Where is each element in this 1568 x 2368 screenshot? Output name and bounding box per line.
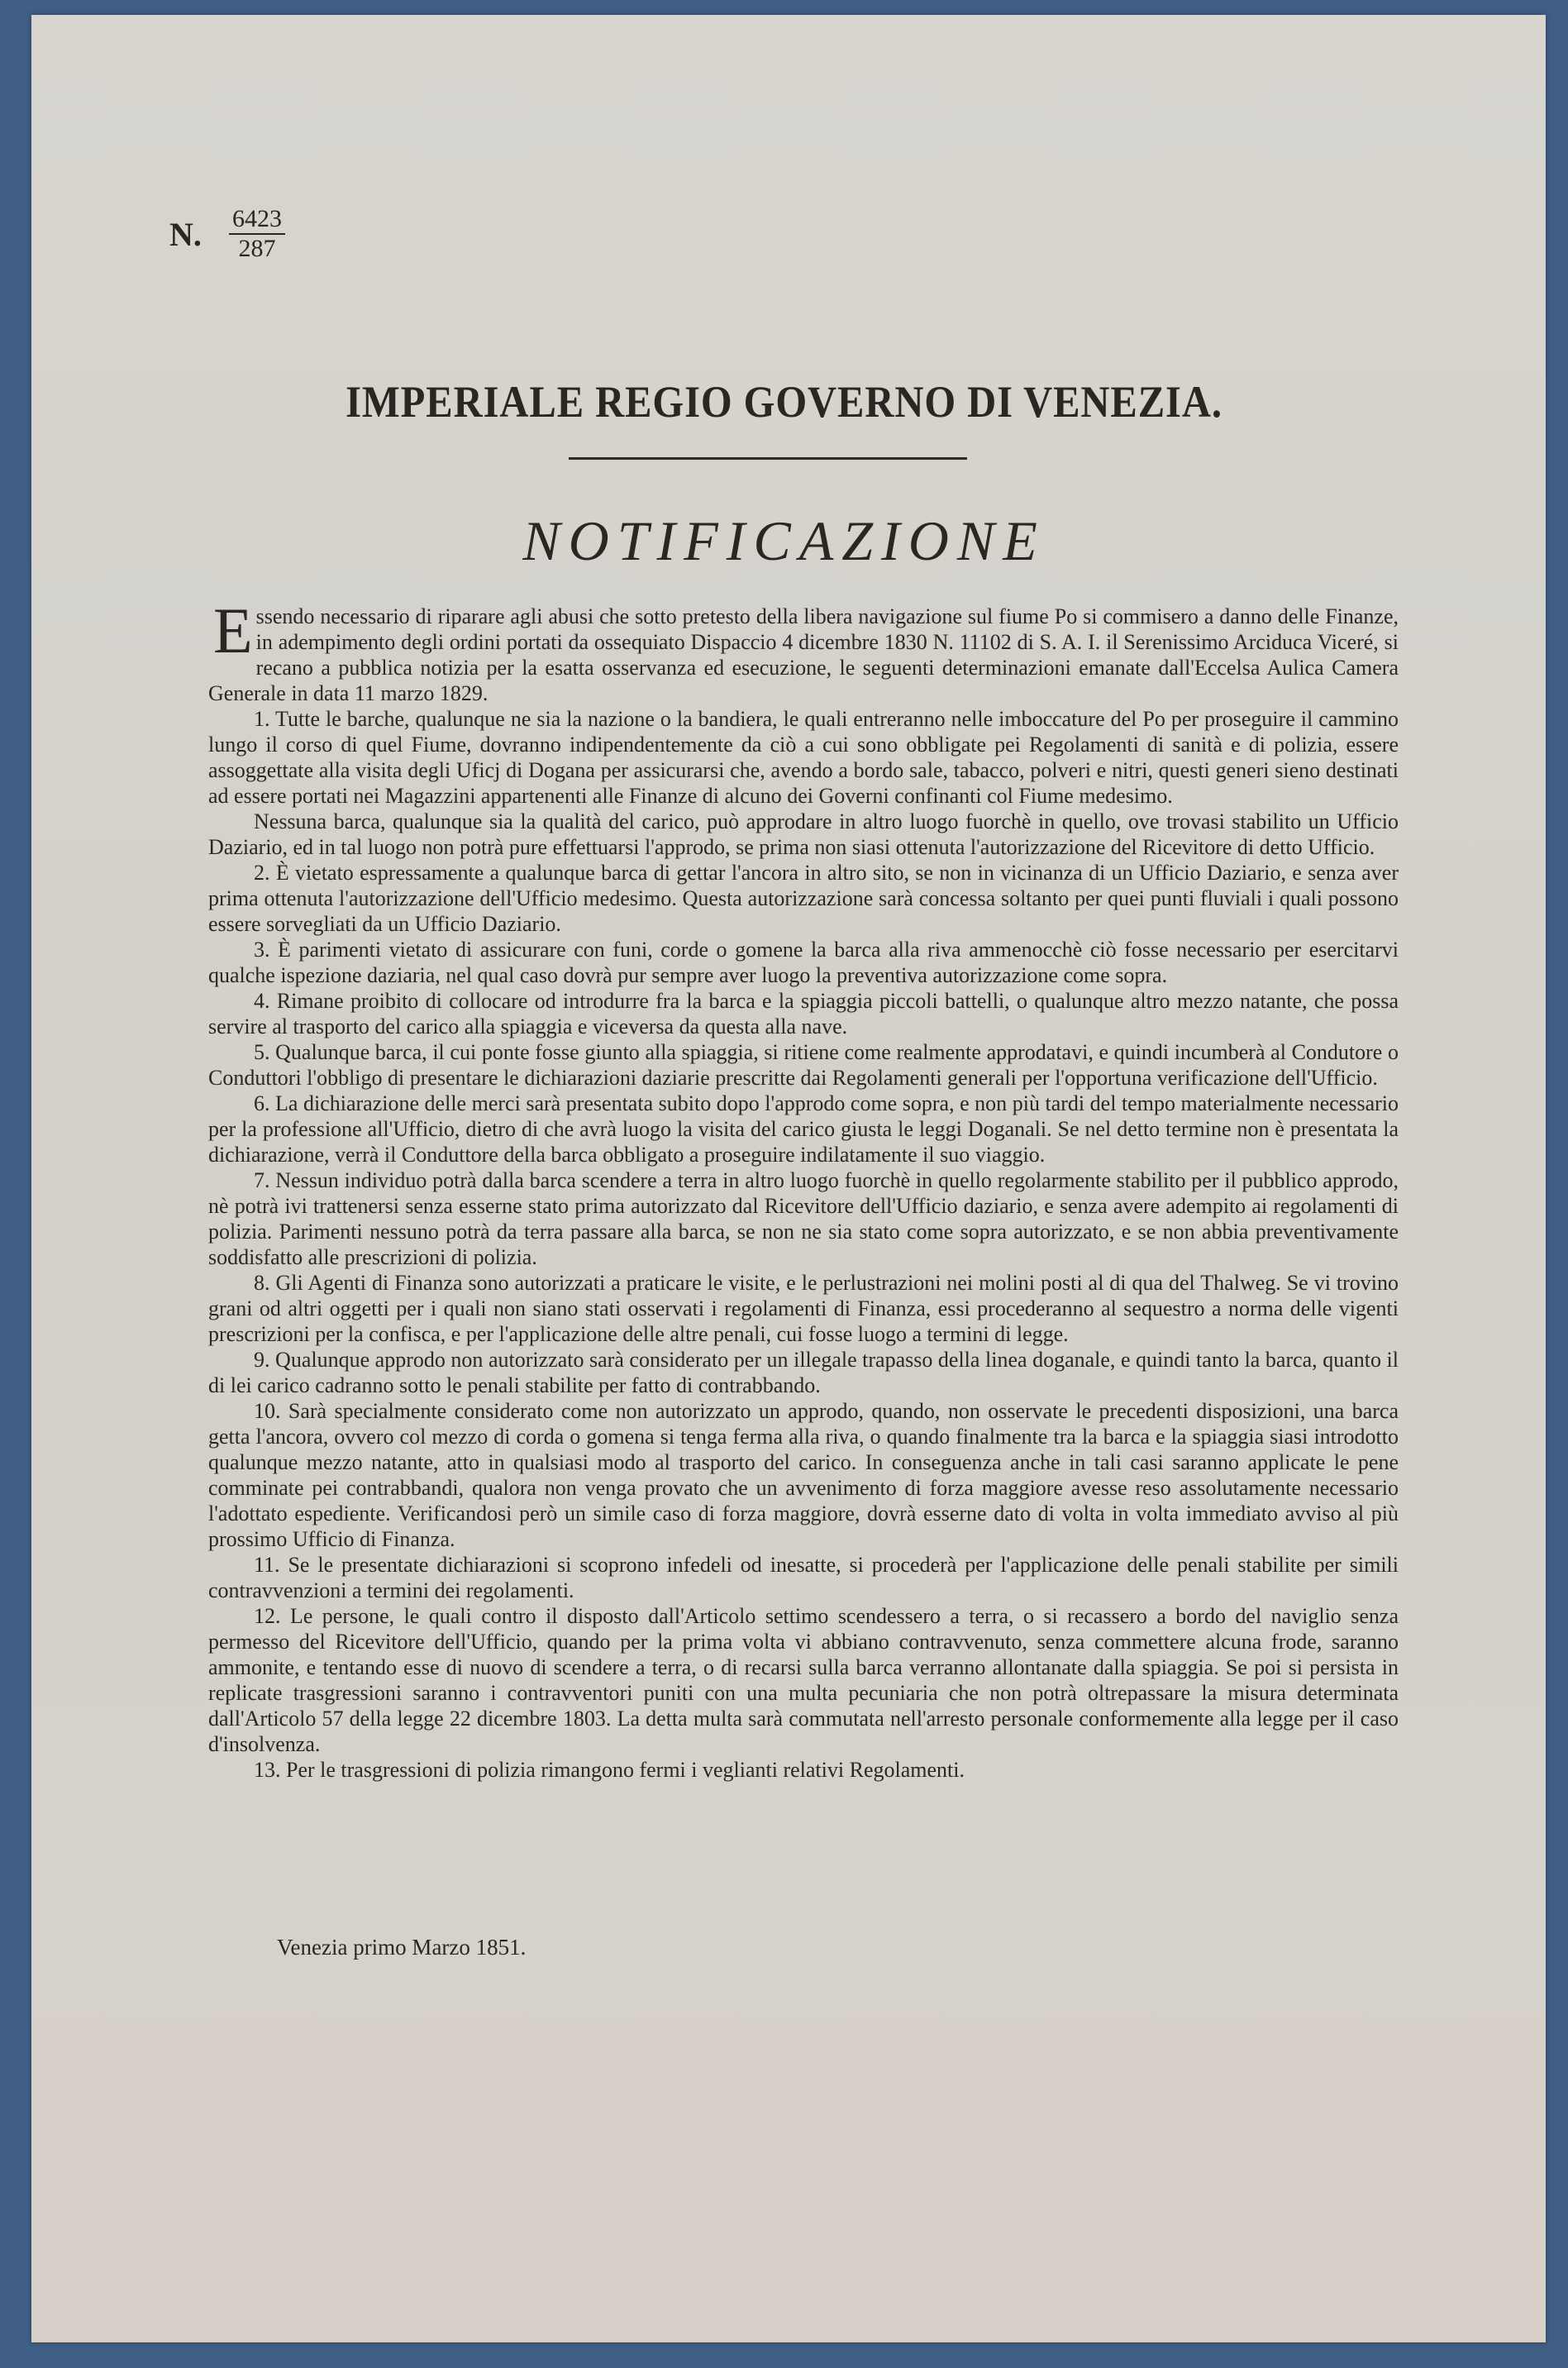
document-heading: NOTIFICAZIONE [522, 509, 1046, 572]
article-5: 5. Qualunque barca, il cui ponte fosse giunto alla spiaggia, si ritiene come realmente approdatavi, e quindi incumberà al Condutore o Conduttori l'obbligo di presentare le dichiarazioni daziarie prescritte dai Regolamenti generali per l'opportuna verificazione dell'Ufficio. [208, 1040, 1399, 1090]
number-bottom: 287 [238, 235, 276, 262]
article-12: 12. Le persone, le quali contro il disposto dall'Articolo settimo scendessero a terra, o si recassero a bordo del naviglio senza permesso del Ricevitore dell'Ufficio, quando per la prima volta vi abbiano contravvenuto, senza commettere alcuna frode, saranno ammonite, e tentando esse di nuovo di scendere a terra, o di recarsi sulla barca verranno allontanate dalla spiaggia. Se poi si persista in replicate trasgressioni saranno i contravventori puniti con una multa pecuniaria che non potrà oltrepassare la misura determinata dall'Articolo 57 della legge 22 dicembre 1803. La detta multa sarà commutata nell'arresto personale conformemente alla legge per il caso d'insolvenza. [208, 1604, 1399, 1756]
article-1: 1. Tutte le barche, qualunque ne sia la nazione o la bandiera, le quali entreranno nelle imboccature del Po per proseguire il cammino lungo il corso di quel Fiume, dovranno indipendentemente da ciò a cui sono obbligate pei Regolamenti di sanità e di polizia, essere assoggettate alla visita degli Uficj di Dogana per assicurarsi che, avendo a bordo sale, tabacco, polveri e nitri, questi generi sieno destinati ad essere portati nei Magazzini appartenenti alle Finanze di alcuno dei Governi confinanti col Fiume medesimo. [208, 707, 1399, 808]
protocol-number [169, 205, 282, 262]
article-7: 7. Nessun individuo potrà dalla barca scendere a terra in altro luogo fuorchè in quello regolarmente stabilito per il pubblico approdo, nè potrà ivi trattenersi senza esserne stato prima autorizzato dal Ricevitore dell'Ufficio daziario, e senza avere adempito ai regolamenti di polizia. Parimenti nessuno potrà da terra passare alla barca, se non ne sia stato come sopra autorizzato, e se non abbia preventivamente soddisfatto alle prescrizioni di polizia. [208, 1168, 1399, 1269]
number-label: N. [169, 216, 202, 253]
drop-cap: E [213, 594, 253, 666]
article-10: 10. Sarà specialmente considerato come non autorizzato un approdo, quando, non osservate le precedenti disposizioni, una barca getta l'ancora, ovvero col mezzo di corda o gomena si tenga ferma alla riva, o quando finalmente tra la barca e la spiaggia siasi introdotto qualunque mezzo natante, atto in qualsiasi modo al trasporto del carico. In conseguenza anche in tali casi saranno applicate le pene comminate pei contrabbandi, qualora non venga provato che un avvenimento di forza maggiore avesse reso assolutamente necessario l'adottato espediente. Verificandosi però un simile caso di forza maggiore, dovrà esserne dato di volta in volta immediato avviso al più prossimo Ufficio di Finanza. [208, 1399, 1399, 1551]
intro-paragraph [208, 594, 1399, 706]
intro-text: ssendo necessario di riparare agli abusi che sotto pretesto della libera navigazione sul fiume Po si commisero a danno delle Finanze, in adempimento degli ordini portati da ossequiato Dispaccio 4 dicembre 1830 N. 11102 di S. A. I. il Serenissimo Arciduca Viceré, si recano a pubblica notizia per la esatta osservanza ed esecuzione, le seguenti determinazioni emanate dall'Eccelsa Aulica Camera Generale in data 11 marzo 1829. [208, 604, 1399, 705]
article-1-addendum: Nessuna barca, qualunque sia la qualità del carico, può approdare in altro luogo fuorchè in quello, ove trovasi stabilito un Ufficio Daziario, ed in tal luogo non potrà pure effettuarsi l'approdo, se prima non siasi ottenuta l'autorizzazione del Ricevitore di detto Ufficio. [208, 809, 1399, 859]
article-4: 4. Rimane proibito di collocare od introdurre fra la barca e la spiaggia piccoli battelli, o qualunque altro mezzo natante, che possa servire al trasporto del carico alla spiaggia e viceversa da questa alla nave. [208, 989, 1399, 1038]
article-3: 3. È parimenti vietato di assicurare con funi, corde o gomene la barca alla riva ammenocchè ciò fosse necessario per esercitarvi qualche ispezione daziaria, nel qual caso dovrà pur sempre aver luogo la preventiva autorizzazione come sopra. [208, 938, 1399, 987]
number-fraction [229, 205, 285, 263]
article-13: 13. Per le trasgressioni di polizia rimangono fermi i veglianti relativi Regolamenti. [254, 1758, 965, 1782]
document-title: IMPERIALE REGIO GOVERNO DI VENEZIA. [346, 377, 1222, 427]
title-divider [569, 457, 967, 460]
document-body [208, 594, 1399, 1783]
article-8: 8. Gli Agenti di Finanza sono autorizzati a praticare le visite, e le perlustrazioni nei molini posti al di qua del Thalweg. Se vi trovino grani od altri oggetti per i quali non siano stati osservati i regolamenti di Finanza, essi procederanno al sequestro a norma delle vigenti prescrizioni per la confisca, e per l'applicazione delle altre penali, cui fosse luogo a termini di legge. [208, 1271, 1399, 1346]
article-2: 2. È vietato espressamente a qualunque barca di gettar l'ancora in altro sito, se non in vicinanza di un Ufficio Daziario, e senza aver prima ottenuta l'autorizzazione dell'Ufficio medesimo. Questa autorizzazione sarà concessa soltanto per quei punti fluviali i quali possono essere sorvegliati da un Ufficio Daziario. [208, 861, 1399, 936]
number-top: 6423 [229, 205, 285, 235]
article-9: 9. Qualunque approdo non autorizzato sarà considerato per un illegale trapasso della linea doganale, e quindi tanto la barca, quanto il di lei carico cadranno sotto le penali stabilite per fatto di contrabbando. [208, 1348, 1399, 1397]
article-11: 11. Se le presentate dichiarazioni si scoprono infedeli od inesatte, si procederà per l'applicazione delle penali stabilite per simili contravvenzioni a termini dei regolamenti. [208, 1553, 1399, 1602]
article-6: 6. La dichiarazione delle merci sarà presentata subito dopo l'approdo come sopra, e non più tardi del tempo materialmente necessario per la professione all'Ufficio, dietro di che avrà luogo la visita del carico giusta le leggi Doganali. Se nel detto termine non è presentata la dichiarazione, verrà il Conduttore della barca obbligato a proseguire indilatamente il suo viaggio. [208, 1091, 1399, 1167]
date-line: Venezia primo Marzo 1851. [277, 1935, 527, 1960]
